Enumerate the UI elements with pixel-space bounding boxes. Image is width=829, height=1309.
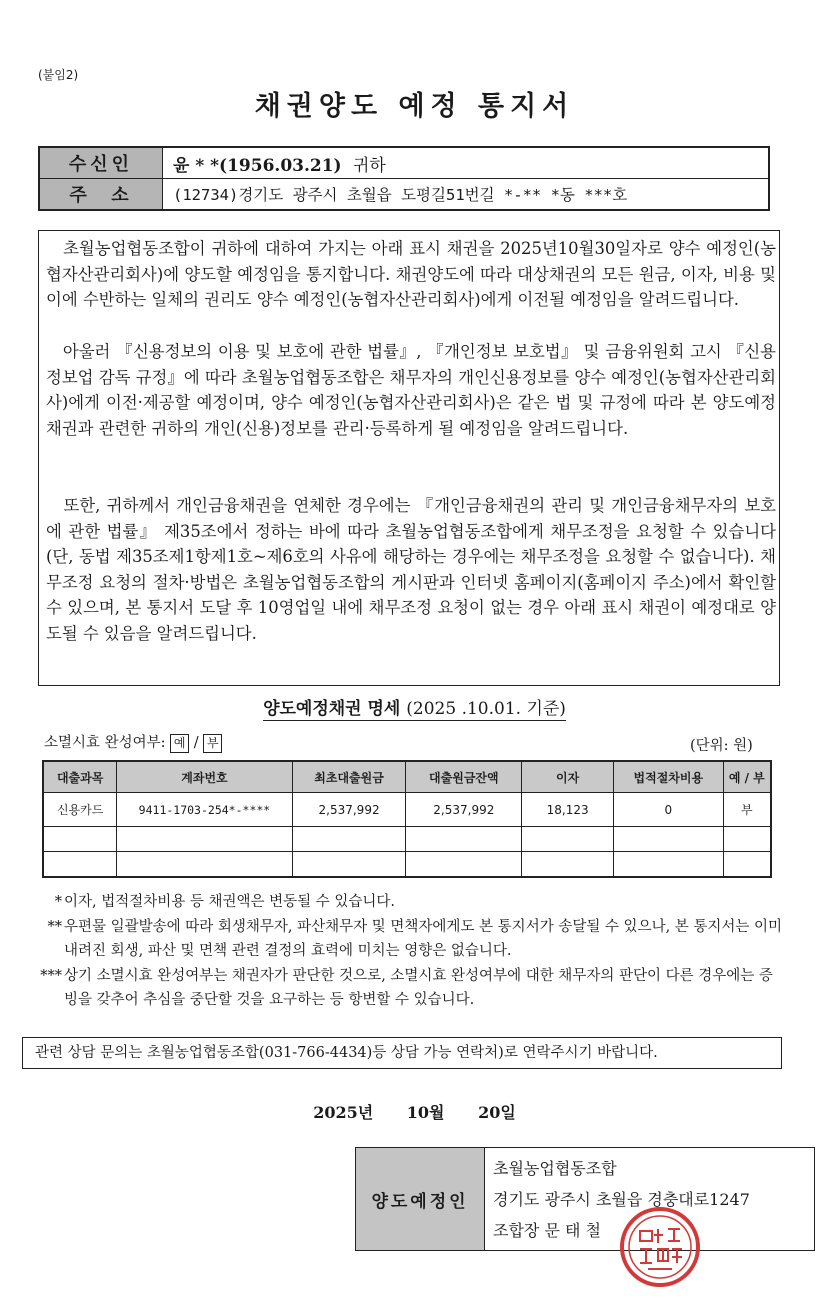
- spec-title-text: 양도예정채권 명세: [263, 699, 401, 719]
- notice-paragraph-2: 아울러 『신용정보의 이용 및 보호에 관한 법률』, 『개인정보 보호법』 및 금융위원회 고시 『신용정보업 감독 규정』에 따라 초월농업협동조합은 채무자의 개인신용정보를 양수 예정인(농협자산관리회사)에게 이전·제공할 예정이며, 양수 예정인(농협자산관리회사)은 같은 법 및 규정에 따라 본 양도예정채권과 관련한 귀하의 개인(신용)정보를 관리·등록하게 될 예정임을 알려드립니다.: [46, 342, 776, 438]
- cell-account-number: 9411-1703-254*-****: [117, 793, 292, 827]
- recipient-label: 수신인: [39, 147, 163, 179]
- recipient-address: (12734)경기도 광주시 초월읍 도평길51번길 *-** *동 ***호: [163, 179, 770, 211]
- recipient-name: 윤 * *(1956.03.21): [173, 155, 342, 176]
- header-legal-costs: 법적절차비용: [614, 761, 724, 793]
- spec-basis: (2025 .10.01. 기준): [406, 699, 566, 719]
- note-mark: **: [47, 918, 62, 935]
- slash: /: [193, 735, 199, 751]
- unit-label: (단위: 원): [690, 738, 753, 754]
- table-header-row: [43, 761, 771, 793]
- table-row: [43, 793, 771, 827]
- attachment-label: (붙임2): [38, 68, 79, 82]
- date-day: 20일: [478, 1103, 516, 1122]
- sender-representative: 조합장 문 태 철: [493, 1220, 601, 1240]
- note-item: [36, 915, 786, 964]
- date-month: 10월: [406, 1103, 445, 1122]
- bond-table: [42, 760, 772, 878]
- header-loan-type: 대출과목: [43, 761, 117, 793]
- address-label: 주 소: [39, 179, 163, 211]
- recipient-table: [38, 146, 770, 211]
- sender-table: [355, 1147, 815, 1251]
- cell-legal-costs: 0: [614, 793, 724, 827]
- document-title: 채권양도 예정 통지서: [254, 91, 575, 122]
- cell-yes-no: 부: [723, 793, 771, 827]
- cell-principal-balance: 2,537,992: [406, 793, 522, 827]
- notice-paragraph-3: 또한, 귀하께서 개인금융채권을 연체한 경우에는 『개인금융채권의 관리 및 개인금융채무자의 보호에 관한 법률』 제35조에서 정하는 바에 따라 초월농업협동조합에게 채무조정을 요청할 수 있습니다(단, 동법 제35조제1항제1호~제6호의 사유에 해당하는 경우에는 채무조정을 요청할 수 없습니다). 채무조정 요청의 절차·방법은 초월농업협동조합의 게시판과 인터넷 홈페이지(홈페이지 주소)에서 확인할 수 있으며, 본 통지서 도달 후 10영업일 내에 채무조정 요청이 없는 경우 아래 표시 채권이 예정대로 양도될 수 있음을 알려드립니다.: [46, 496, 776, 643]
- note-mark: ***: [40, 967, 62, 984]
- note-mark: *: [54, 894, 62, 910]
- header-yes-no: 예 / 부: [723, 761, 771, 793]
- note-text: 우편물 일괄발송에 따라 회생채무자, 파산채무자 및 면책자에게도 본 통지서가 송달될 수 있으나, 본 통지서는 이미 내려진 회생, 파산 및 면책 관련 결정의 효력에 미치는 영향은 없습니다.: [64, 918, 783, 959]
- header-interest: 이자: [522, 761, 614, 793]
- header-principal-balance: 대출원금잔액: [406, 761, 522, 793]
- yes-mark: 예: [170, 734, 189, 753]
- contact-box: 관련 상담 문의는 초월농업협동조합(031-766-4434)등 상담 가능 연락처)로 연락주시기 바랍니다.: [22, 1037, 782, 1069]
- table-row: [43, 852, 771, 878]
- note-item: [36, 964, 786, 1013]
- note-text: 상기 소멸시효 완성여부는 채권자가 판단한 것으로, 소멸시효 완성여부에 대한 채무자의 판단이 다른 경우에는 증빙을 갖추어 추심을 중단할 것을 요구하는 등 항변할 수 있습니다.: [64, 967, 773, 1008]
- issue-date: [0, 1100, 829, 1123]
- table-row: [43, 827, 771, 852]
- note-item: [36, 890, 786, 915]
- notes: [36, 890, 786, 1013]
- no-mark: 부: [203, 734, 222, 753]
- cell-loan-type: 신용카드: [43, 793, 117, 827]
- official-seal: [618, 1205, 702, 1289]
- header-account-number: 계좌번호: [117, 761, 292, 793]
- notice-paragraph-1: 초월농업협동조합이 귀하에 대하여 가지는 아래 표시 채권을 2025년10월30일자로 양수 예정인(농협자산관리회사)에 양도할 예정임을 통지합니다. 채권양도에 따라 대상채권의 모든 원금, 이자, 비용 및 이에 수반하는 일체의 권리도 양수 예정인(농협자산관리회사)에게 이전될 예정임을 알려드립니다.: [46, 239, 776, 310]
- sender-address: 경기도 광주시 초월읍 경충대로1247: [493, 1189, 750, 1209]
- recipient-honorific: 귀하: [353, 155, 386, 176]
- cell-initial-principal: 2,537,992: [292, 793, 406, 827]
- date-year: 2025년: [313, 1103, 374, 1122]
- expiry-status: [44, 731, 222, 753]
- expiry-label: 소멸시효 완성여부:: [44, 735, 166, 751]
- sender-org: 초월농업협동조합: [493, 1158, 617, 1178]
- header-initial-principal: 최초대출원금: [292, 761, 406, 793]
- spec-title: [0, 694, 829, 719]
- note-text: 이자, 법적절차비용 등 채권액은 변동될 수 있습니다.: [64, 894, 396, 910]
- cell-interest: 18,123: [522, 793, 614, 827]
- sender-label: 양도예정인: [356, 1148, 485, 1251]
